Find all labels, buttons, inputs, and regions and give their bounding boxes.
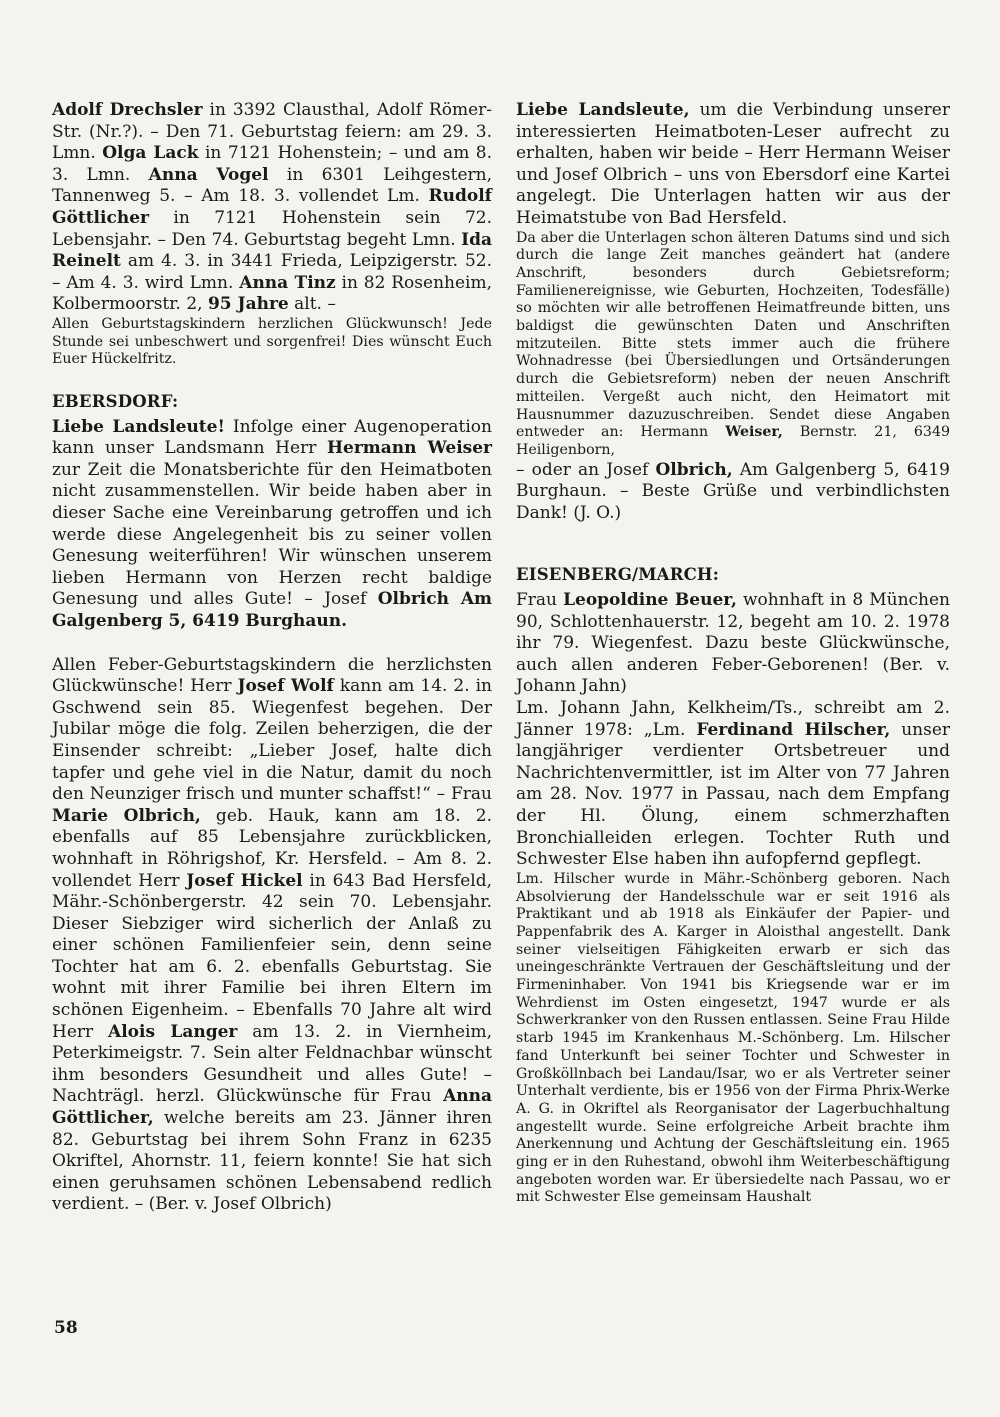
bold-name-run: Weiser, [725,424,783,441]
text-run: Am Galgenberg 5, 6419 Burghaun. – Beste Grüße und verbindlichsten Dank! (J. O.) [516,459,950,523]
kartei-closing-paragraph [516,460,950,525]
text-run: – oder an Josef [516,459,656,480]
birthday-notice-paragraph [52,100,492,316]
bold-name-run: Hermann Weiser [326,438,492,459]
text-run: in 7121 Hohenstein; – und am 8. 3. Lmn. [52,143,493,185]
kartei-request-small [516,230,950,460]
text-run: in 7121 Hohenstein sein 72. Lebensjahr. – Den 74. Geburtstag begeht Lmn. [52,207,492,250]
text-run: welche bereits am 23. Jänner ihren 82. Geburtstag bei ihrem Sohn Franz in 6235 Okriftel, Ahornstr. 11, feiern konnte! Sie hat sich einen geruhsamen schönen Lebensabend redlich verdient. – (Ber. v. Josef Olbrich) [52,1108,492,1215]
text-run: wohnhaft in 8 München 90, Schlottenhauerstr. 12, begeht am 10. 2. 1978 ihr 79. Wiegenfest. Dazu beste Glückwünsche, auch allen anderen Feber-Geborenen! (Ber. v. Johann Jahn) [516,590,950,697]
text-run: alt. – [288,294,336,315]
bold-name-run: Anna Tinz [239,272,336,293]
feber-birthdays-paragraph [52,655,492,1216]
bold-name-run: Liebe Landsleute, [516,100,690,120]
text-run: Da aber die Unterlagen schon älteren Datums sind und sich durch die lange Zeit manches geändert hat (andere Anschrift, besonders durch Gebietsreform; Familienereignisse, wie Geburten, Hochzeiten, Todesfälle) so möchten wir alle betroffenen Heimatfreunde bitten, uns baldigst die gewünschten Daten und Anschriften mitzuteilen. Bitte stets immer auch die frühere Wohnadresse (bei Übersiedlungen und Ortsänderungen durch die Gebietsreform) neben der neuen Anschrift mitteilen. Vergeßt auch nicht, den Heimatort mit Hausnummer dazuzuschreiben. Sendet diese Angaben entweder an: Hermann [516,229,950,441]
text-run: in 3392 Clausthal, Adolf Römer-Str. (Nr.?). – Den 71. Geburtstag feiern: am 29. 3. Lmn. [52,100,493,164]
bold-name-run: Ida Reinelt [52,229,492,272]
bold-name-run: Liebe Landsleute! [52,416,225,437]
bold-name-run: Rudolf Göttlicher [52,186,492,228]
bold-name-run: Leopoldine Beuer, [563,590,737,611]
text-run: Bernstr. 21, 6349 Heiligenborn, [516,424,950,458]
text-run: unser langjähriger verdienter Ortsbetreuer und Nachrichtenvermittler, ist im Alter von 77 Jahren am 28. Nov. 1977 in Passau, nach dem Empfang der Hl. Ölung, einem schmerzhaften Bronchialleiden erlegen. Tochter Ruth und Schwester Else haben ihn aufopfernd gepflegt. [516,719,951,870]
section-heading-eisenberg: EISENBERG/MARCH: [516,565,720,585]
left-column [52,100,492,1216]
text-run: kann am 14. 2. in Gschwend sein 85. Wiegenfest begehen. Der Jubilar möge die folg. Zeilen beherzigen, die der Einsender schreibt: „Lieber Josef, halte dich tapfer und gehe viel in die Natur, damit du noch den Neunziger frisch und munter schaffst!“ – Frau [52,676,492,805]
bold-name-run: 95 Jahre [207,294,289,315]
bold-name-run: Josef Hickel [186,870,303,891]
bold-name-run: Adolf Drechsler [52,100,203,120]
text-run: Allen Feber-Geburtstagskindern die herzlichsten Glückwünsche! Herr [52,654,492,697]
bold-name-run: Alois Langer [108,1021,238,1042]
right-column [516,100,950,1207]
text-run: Lm. Johann Jahn, Kelkheim/Ts., schreibt am 2. Jänner 1978: „Lm. [516,698,950,740]
bold-name-run: Josef Wolf [237,676,334,697]
hilscher-obituary-paragraph [516,698,950,871]
text-run: Infolge einer Augenoperation kann unser Landsmann Herr [52,416,492,459]
text-run: in 643 Bad Hersfeld, Mähr.-Schönbergerstr. 42 sein 70. Lebensjahr. Dieser Siebziger wird sicherlich der Anlaß zu einer schönen Familienfeier sein, denn seine Tochter hat am 6. 2. ebenfalls Geburtstag. Sie wohnt mit ihrer Familie bei ihren Eltern im schönen Eigenheim. – Ebenfalls 70 Jahre alt wird Herr [52,870,492,1042]
text-run: um die Verbindung unserer interessierten Heimatboten-Leser aufrecht zu erhalten, haben wir beide – Herr Hermann Weiser und Josef Olbrich – uns von Ebersdorf eine Kartei angelegt. Die Unterlagen hatten wir aus der Heimatstube von Bad Hersfeld. [516,100,950,228]
ebersdorf-announcement-paragraph [52,417,492,633]
text-run: in 82 Rosenheim, Kolbermoorstr. 2, [52,272,492,315]
birthday-greeting-small: Allen Geburtstagskindern herzlichen Glückwunsch! Jede Stunde sei unbeschwert und sorgenfrei! Dies wünscht Euch Euer Hückelfritz. [52,315,492,368]
kartei-paragraph [516,100,950,230]
bold-name-run: Olbrich Am Galgenberg 5, 6419 Burghaun. [52,589,493,631]
bold-name-run: Anna Göttlicher, [52,1086,492,1129]
text-run: in 6301 Leihgestern, Tannenweg 5. – Am 18. 3. vollendet Lm. [52,164,492,207]
section-heading-ebersdorf: EBERSDORF: [52,392,179,412]
beuer-birthday-paragraph [516,590,950,698]
bold-name-run: Marie Olbrich, [52,805,201,826]
bold-name-run: Olga Lack [102,143,199,164]
bold-name-run: Olbrich, [655,459,733,480]
text-run: zur Zeit die Monatsberichte für den Heimatboten nicht zusammenstellen. Wir beide haben aber in dieser Sache eine Vereinbarung getroffen und ich werde diese Angelegenheit bis zu seiner vollen Genesung weiterführen! Wir wünschen unserem lieben Hermann von Herzen recht baldige Genesung und alles Gute! – Josef [52,459,492,610]
hilscher-biography-small: Lm. Hilscher wurde in Mähr.-Schönberg geboren. Nach Absolvierung der Handelsschule war er seit 1916 als Praktikant und ab 1918 als Einkäufer der Papier- und Pappenfabrik des A. Karger in Aloisthal angestellt. Dank seiner vielseitigen Fähigkeiten erwarb er sich das uneingeschränkte Vertrauen der Geschäftsleitung und der Firmeninhaber. Von 1941 bis Kriegsende war er im Wehrdienst im Osten eingesetzt, 1947 wurde er als Schwerkranker von den Russen entlassen. Seine Frau Hilde starb 1945 im Krankenhaus M.-Schönberg. Lm. Hilscher fand Unterkunft bei seiner Tochter und Schwester in Großköllnbach bei Landau/Isar, wo er als Vertreter seiner Unterhalt verdiente, bis er 1956 von der Firma Phrix-Werke A. G. in Okriftel als Reorganisator der Lagerbuchhaltung angestellt wurde. Seine erfolgreiche Arbeit brachte ihm Anerkennung und Achtung der Geschäftsleitung ein. 1965 ging er in den Ruhestand, obwohl ihm Weiterbeschäftigung angeboten worden war. Er übersiedelte nach Passau, wo er mit Schwester Else gemeinsam Haushalt [516,870,950,1206]
text-run: am 13. 2. in Viernheim, Peterkimeigstr. 7. Sein alter Feldnachbar wünscht ihm besonders Gesundheit und alles Gute! – Nachträgl. herzl. Glückwünsche für Frau [52,1021,493,1107]
text-run: am 4. 3. in 3441 Frieda, Leipzigerstr. 52. – Am 4. 3. wird Lmn. [52,251,492,293]
bold-name-run: Ferdinand Hilscher, [696,719,891,740]
text-run: Frau [516,590,564,611]
bold-name-run: Anna Vogel [148,164,269,185]
page-number: 58 [54,1318,78,1338]
text-run: geb. Hauk, kann am 18. 2. ebenfalls auf 85 Lebensjahre zurückblicken, wohnhaft in Röhrigshof, Kr. Hersfeld. – Am 8. 2. vollendet Herr [52,805,492,891]
